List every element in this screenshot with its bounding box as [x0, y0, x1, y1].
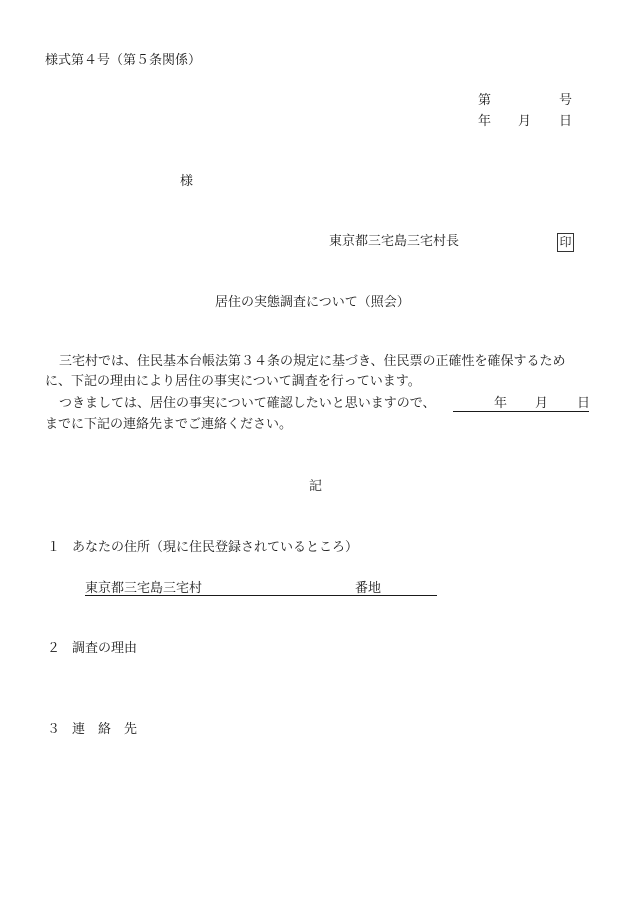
body-para1-line2: に、下記の理由により居住の事実について調査を行っています。: [45, 374, 421, 389]
deadline-day-label: 日: [577, 396, 591, 411]
date-month-label: 月: [518, 114, 532, 129]
item-2-label: 調査の理由: [72, 641, 138, 656]
sender-name: 東京都三宅島三宅村長: [329, 234, 460, 249]
form-label: 様式第４号（第５条関係）: [45, 53, 202, 68]
ki-heading: 記: [309, 479, 323, 494]
addressee-suffix: 様: [180, 174, 194, 189]
item-2-number: ２: [47, 641, 61, 656]
item-1-label: あなたの住所（現に住民登録されているところ）: [72, 540, 359, 555]
body-para2-line2: までに下記の連絡先までご連絡ください。: [45, 417, 293, 432]
item-1-number: １: [47, 540, 61, 555]
doc-number-suffix: 号: [559, 93, 573, 108]
seal-stamp: 印: [557, 233, 574, 252]
body-para1-line1: 三宅村では、住民基本台帳法第３４条の規定に基づき、住民票の正確性を確保するため: [59, 354, 566, 369]
document-title: 居住の実態調査について（照会）: [215, 295, 410, 310]
deadline-year-label: 年: [494, 396, 508, 411]
item-3-label: 連 絡 先: [72, 722, 138, 737]
address-underline: [85, 595, 437, 596]
deadline-month-label: 月: [535, 396, 549, 411]
address-prefix: 東京都三宅島三宅村: [85, 581, 203, 596]
date-year-label: 年: [478, 114, 492, 129]
date-day-label: 日: [559, 114, 573, 129]
item-3-number: ３: [47, 722, 61, 737]
deadline-underline: [453, 411, 589, 412]
address-banchi: 番地: [355, 581, 382, 596]
body-para2-line1: つきましては、居住の事実について確認したいと思いますので、: [59, 396, 436, 411]
doc-number-prefix: 第: [478, 93, 492, 108]
